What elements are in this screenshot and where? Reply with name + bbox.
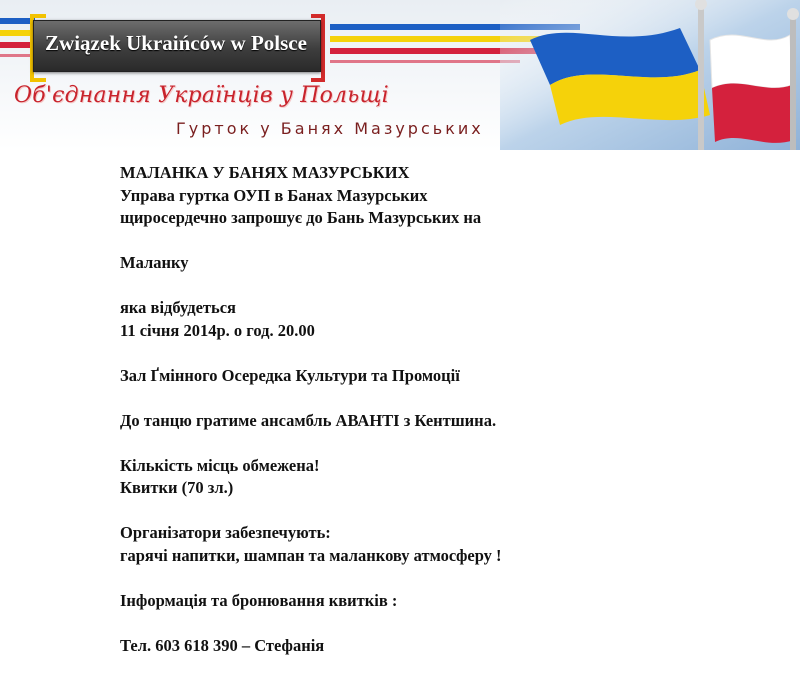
event-venue: Зал Ґмінного Осередка Культури та Промоції [120,365,460,385]
event-name: Маланку [120,253,189,272]
organizers-label: Організатори забезпечують: [120,523,331,542]
logo-title: Związek Ukraińców w Polsce [45,31,307,55]
ticket-price: Квитки (70 зл.) [120,478,234,497]
group-subtitle: Гурток у Банях Мазурських [176,119,484,138]
header-banner [0,0,800,150]
organizers-items: гарячі напитки, шампан та маланкову атмосферу ! [120,545,502,565]
announcement-body [120,162,780,657]
organization-script-title: Об'єднання Українців у Польщі [14,83,389,108]
invite-line-2: щиросердечно запрошує до Бань Мазурських на [120,208,482,227]
contact-phone: Тел. 603 618 390 – Стефанія [120,635,325,655]
when-label: яка відбудеться [120,298,236,317]
flags-illustration [500,0,800,150]
event-datetime: 11 січня 2014р. о год. 20.00 [120,320,315,340]
info-label: Інформація та бронювання квитків : [120,590,398,610]
invite-line-1: Управа гуртка ОУП в Банах Мазурських [120,185,428,205]
announcement-title: МАЛАНКА У БАНЯХ МАЗУРСЬКИХ [120,163,410,182]
seats-notice: Кількість місць обмежена! [120,455,320,475]
music-info: До танцю гратиме ансамбль АВАНТІ з Кентшина. [120,410,497,430]
